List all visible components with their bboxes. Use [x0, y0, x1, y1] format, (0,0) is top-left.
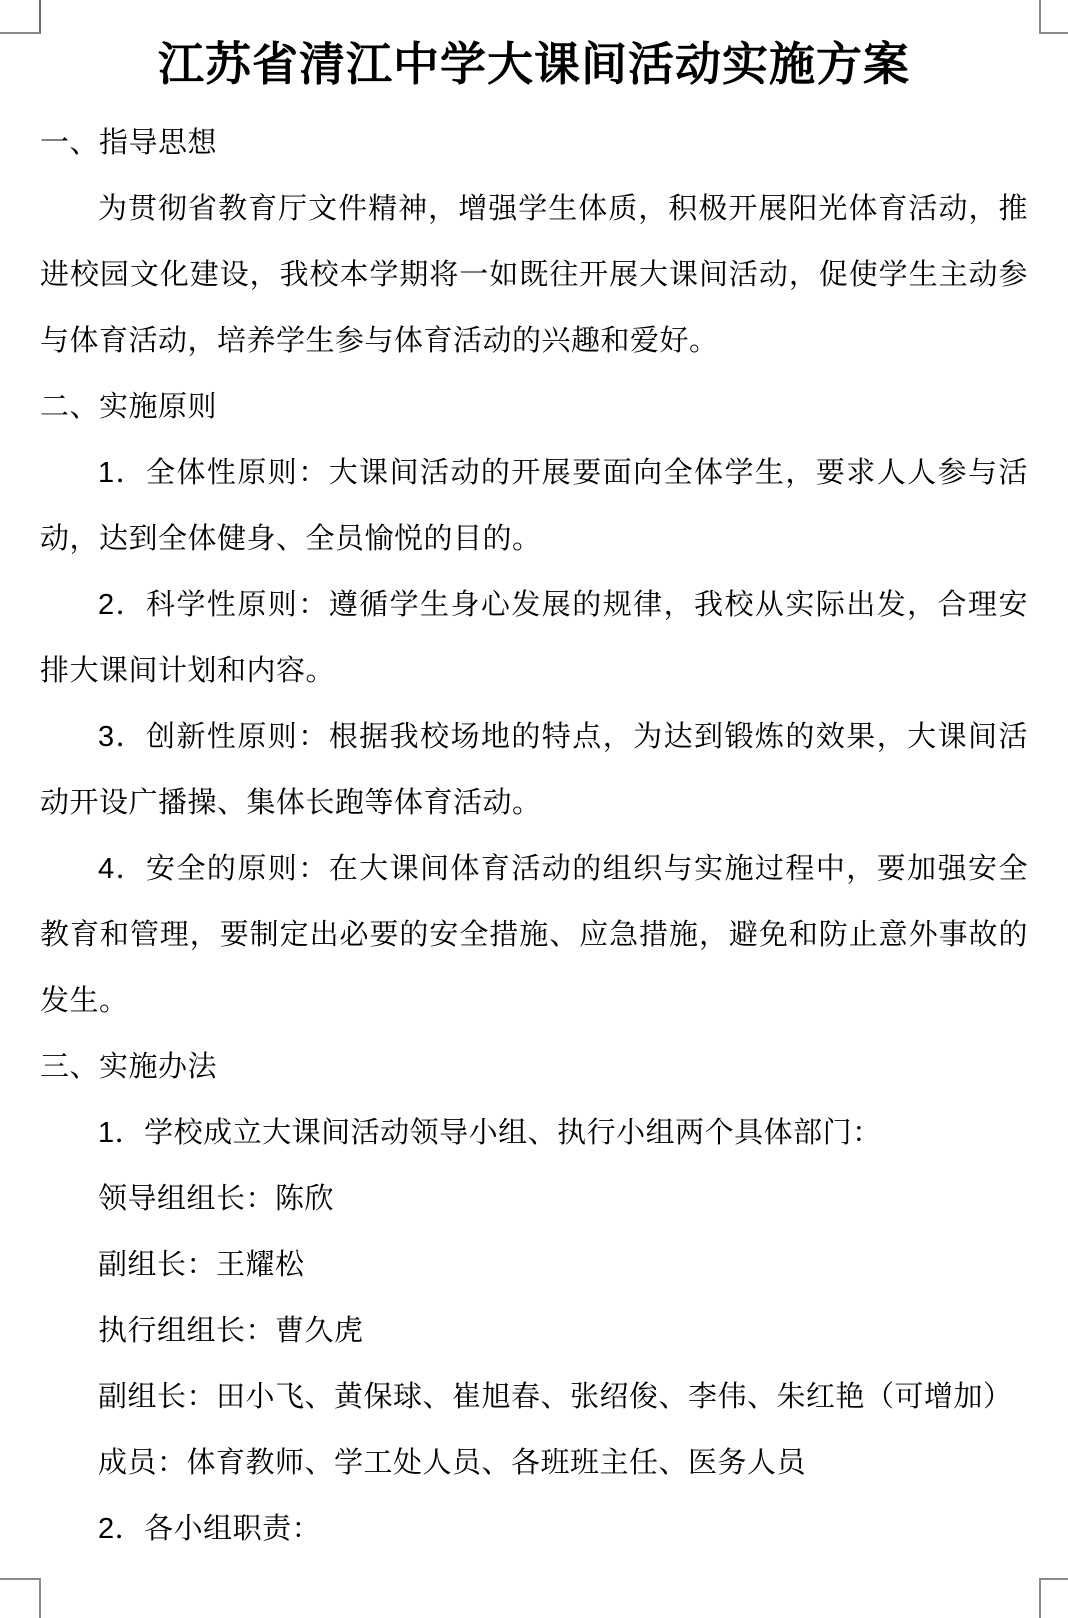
- section-heading-methods: 三、实施办法: [40, 1051, 218, 1083]
- paragraph-method-1: 1．学校成立大课间活动领导小组、执行小组两个具体部门：: [98, 1117, 882, 1149]
- paragraph-principle-2: 2．科学性原则：遵循学生身心发展的规律，我校从实际出发，合理安排大课间计划和内容。: [40, 589, 1028, 687]
- page-corner-mark-top-left: [0, 0, 41, 34]
- document-body: [40, 110, 1028, 1562]
- document-text-area: [40, 40, 1028, 1562]
- paragraph-deputy-head-1: 副组长：王耀松: [98, 1249, 305, 1281]
- section-heading-guiding-ideology: 一、指导思想: [40, 127, 218, 159]
- page-corner-mark-bottom-left: [0, 1578, 41, 1618]
- paragraph-exec-group-head: 执行组组长：曹久虎: [98, 1315, 364, 1347]
- page-corner-mark-top-right: [1039, 0, 1068, 34]
- page-corner-mark-bottom-right: [1039, 1578, 1068, 1618]
- paragraph-principle-4: 4．安全的原则：在大课间体育活动的组织与实施过程中，要加强安全教育和管理，要制定出必要的安全措施、应急措施，避免和防止意外事故的发生。: [40, 853, 1028, 1017]
- document-title: 江苏省清江中学大课间活动实施方案: [158, 38, 910, 90]
- paragraph-principle-1: 1．全体性原则：大课间活动的开展要面向全体学生，要求人人参与活动，达到全体健身、全员愉悦的目的。: [40, 457, 1028, 555]
- paragraph-principle-3: 3．创新性原则：根据我校场地的特点，为达到锻炼的效果，大课间活动开设广播操、集体长跑等体育活动。: [40, 721, 1028, 819]
- paragraph-method-2: 2．各小组职责：: [98, 1513, 322, 1545]
- paragraph-members: 成员：体育教师、学工处人员、各班班主任、医务人员: [98, 1447, 807, 1479]
- paragraph-leader-group-head: 领导组组长：陈欣: [98, 1183, 335, 1215]
- paragraph-deputy-head-2: 副组长：田小飞、黄保球、崔旭春、张绍俊、李伟、朱红艳（可增加）: [98, 1381, 1013, 1413]
- section-heading-principles: 二、实施原则: [40, 391, 218, 423]
- paragraph-guiding-ideology: 为贯彻省教育厅文件精神，增强学生体质，积极开展阳光体育活动，推进校园文化建设，我校本学期将一如既往开展大课间活动，促使学生主动参与体育活动，培养学生参与体育活动的兴趣和爱好。: [40, 193, 1028, 357]
